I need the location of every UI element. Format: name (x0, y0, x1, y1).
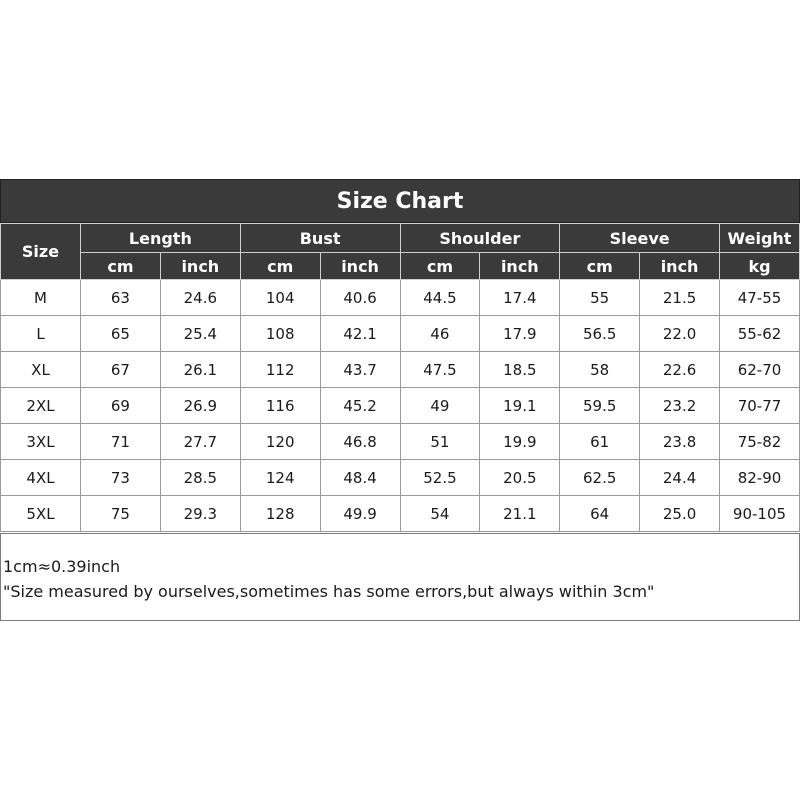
size-label-cell: M (1, 280, 81, 316)
table-cell: 58 (560, 352, 640, 388)
unit-header-cell: inch (480, 253, 560, 280)
table-cell: 28.5 (160, 460, 240, 496)
table-cell: 116 (240, 388, 320, 424)
table-cell: 17.4 (480, 280, 560, 316)
table-cell: 51 (400, 424, 480, 460)
table-cell: 25.4 (160, 316, 240, 352)
table-cell: 62-70 (720, 352, 800, 388)
size-label-cell: 5XL (1, 496, 81, 532)
table-cell: 52.5 (400, 460, 480, 496)
sleeve-header: Sleeve (560, 224, 720, 253)
table-cell: 70-77 (720, 388, 800, 424)
table-cell: 19.9 (480, 424, 560, 460)
table-cell: 73 (81, 460, 161, 496)
table-cell: 67 (81, 352, 161, 388)
table-cell: 124 (240, 460, 320, 496)
table-cell: 24.6 (160, 280, 240, 316)
table-cell: 128 (240, 496, 320, 532)
table-cell: 56.5 (560, 316, 640, 352)
table-cell: 112 (240, 352, 320, 388)
table-cell: 21.5 (640, 280, 720, 316)
error-note: "Size measured by ourselves,sometimes has some errors,but always within 3cm" (3, 582, 655, 601)
table-cell: 46.8 (320, 424, 400, 460)
table-cell: 75-82 (720, 424, 800, 460)
table-row (1, 460, 800, 496)
table-cell: 55-62 (720, 316, 800, 352)
unit-header-cell: inch (160, 253, 240, 280)
weight-header: Weight (720, 224, 800, 253)
table-cell: 71 (81, 424, 161, 460)
table-cell: 55 (560, 280, 640, 316)
table-cell: 29.3 (160, 496, 240, 532)
table-cell: 27.7 (160, 424, 240, 460)
unit-header-cell: inch (320, 253, 400, 280)
size-table-body (1, 280, 800, 532)
table-cell: 46 (400, 316, 480, 352)
size-chart (0, 179, 800, 532)
table-cell: 61 (560, 424, 640, 460)
size-label-cell: 4XL (1, 460, 81, 496)
table-cell: 40.6 (320, 280, 400, 316)
table-cell: 54 (400, 496, 480, 532)
unit-header-cell: inch (640, 253, 720, 280)
table-cell: 26.9 (160, 388, 240, 424)
table-cell: 47.5 (400, 352, 480, 388)
table-cell: 59.5 (560, 388, 640, 424)
table-cell: 19.1 (480, 388, 560, 424)
table-cell: 17.9 (480, 316, 560, 352)
table-cell: 62.5 (560, 460, 640, 496)
table-row (1, 280, 800, 316)
conversion-note: 1cm≈0.39inch (3, 557, 121, 576)
unit-header-cell: cm (81, 253, 161, 280)
size-header: Size (1, 224, 81, 280)
unit-header-cell: kg (720, 253, 800, 280)
table-cell: 22.6 (640, 352, 720, 388)
table-row (1, 388, 800, 424)
table-cell: 44.5 (400, 280, 480, 316)
table-cell: 63 (81, 280, 161, 316)
table-row (1, 424, 800, 460)
size-label-cell: XL (1, 352, 81, 388)
chart-title: Size Chart (0, 179, 800, 223)
unit-header-row (1, 253, 800, 280)
length-header: Length (81, 224, 241, 253)
size-label-cell: L (1, 316, 81, 352)
table-cell: 104 (240, 280, 320, 316)
table-cell: 75 (81, 496, 161, 532)
size-label-cell: 2XL (1, 388, 81, 424)
table-cell: 25.0 (640, 496, 720, 532)
table-cell: 49 (400, 388, 480, 424)
table-cell: 18.5 (480, 352, 560, 388)
measurement-note (0, 533, 800, 621)
table-cell: 69 (81, 388, 161, 424)
table-cell: 42.1 (320, 316, 400, 352)
table-cell: 64 (560, 496, 640, 532)
table-cell: 22.0 (640, 316, 720, 352)
table-row (1, 316, 800, 352)
table-cell: 23.8 (640, 424, 720, 460)
table-cell: 90-105 (720, 496, 800, 532)
table-cell: 21.1 (480, 496, 560, 532)
shoulder-header: Shoulder (400, 224, 560, 253)
table-cell: 65 (81, 316, 161, 352)
bust-header: Bust (240, 224, 400, 253)
table-cell: 49.9 (320, 496, 400, 532)
table-cell: 82-90 (720, 460, 800, 496)
group-header-row (1, 224, 800, 253)
unit-header-cell: cm (400, 253, 480, 280)
table-cell: 24.4 (640, 460, 720, 496)
table-cell: 48.4 (320, 460, 400, 496)
table-cell: 20.5 (480, 460, 560, 496)
table-row (1, 496, 800, 532)
table-cell: 108 (240, 316, 320, 352)
size-label-cell: 3XL (1, 424, 81, 460)
unit-header-cell: cm (560, 253, 640, 280)
table-cell: 47-55 (720, 280, 800, 316)
table-row (1, 352, 800, 388)
table-cell: 45.2 (320, 388, 400, 424)
table-cell: 26.1 (160, 352, 240, 388)
table-cell: 23.2 (640, 388, 720, 424)
table-cell: 120 (240, 424, 320, 460)
unit-header-cell: cm (240, 253, 320, 280)
table-cell: 43.7 (320, 352, 400, 388)
size-table (0, 223, 800, 532)
